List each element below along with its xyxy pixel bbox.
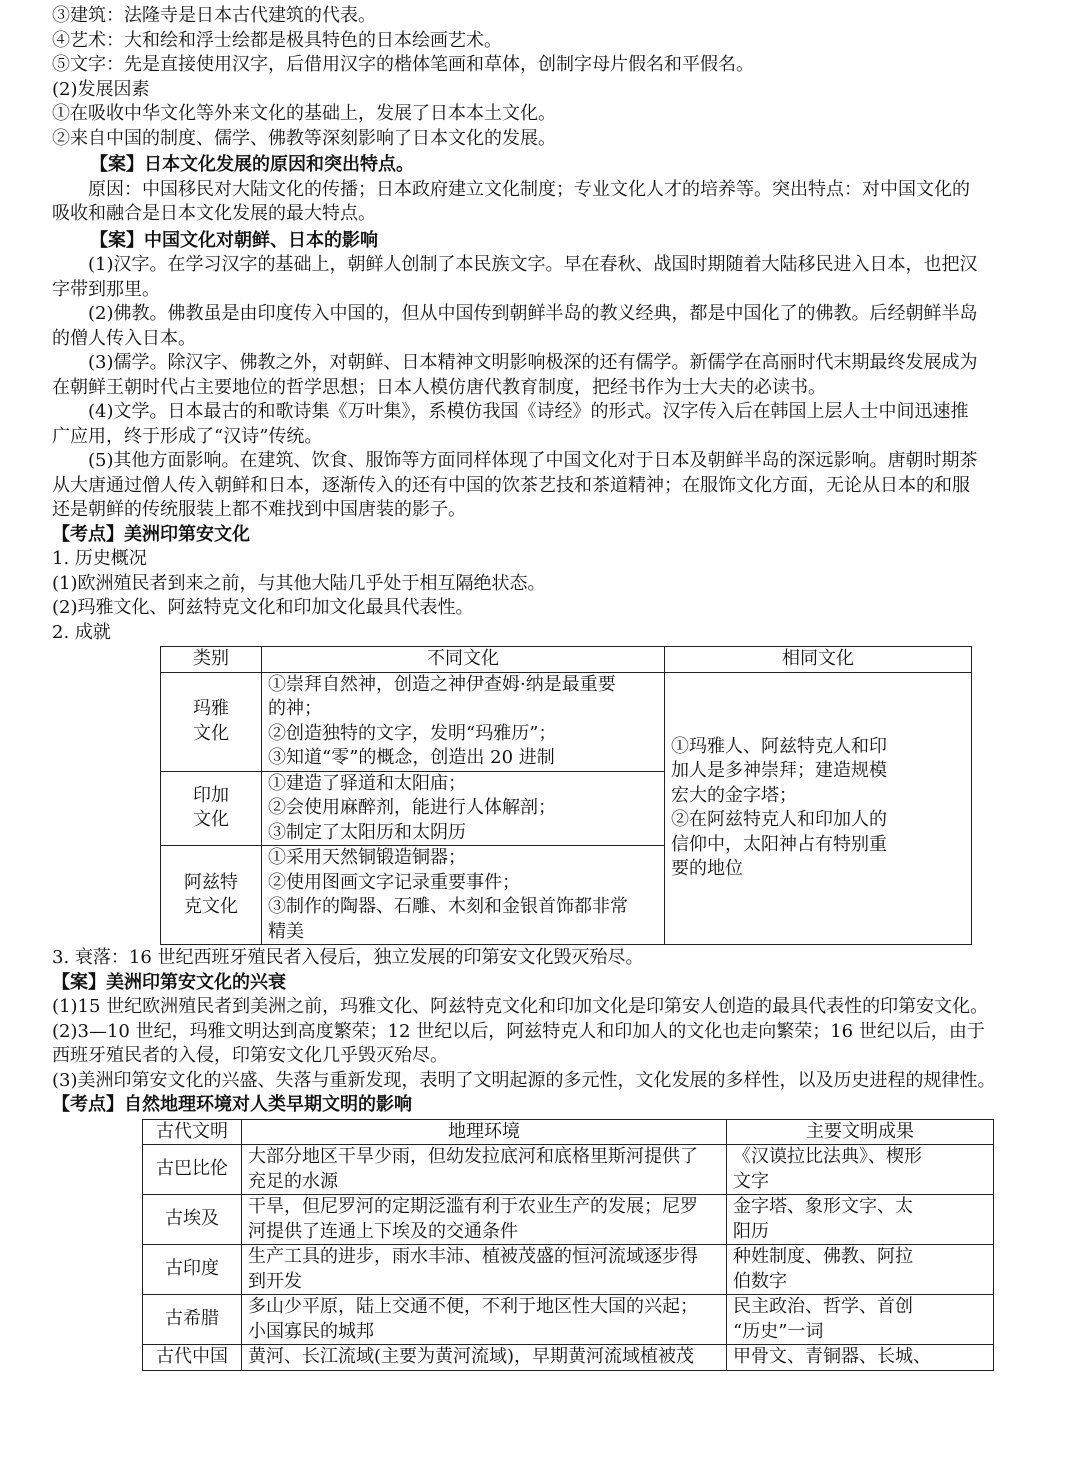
- culture-name-cell: [161, 672, 262, 771]
- table-header: 相同文化: [665, 647, 972, 673]
- cell-line: 种姓制度、佛教、阿拉: [733, 1246, 913, 1267]
- cell-line: 玛雅: [193, 698, 229, 719]
- cell-line: 充足的水源: [248, 1170, 338, 1192]
- cell-line: 黄河、长江流域(主要为黄河流域)，早期黄河流域植被茂: [248, 1346, 695, 1367]
- cell-line: 多山少平原，陆上交通不便，不利于地区性大国的兴起；: [248, 1296, 698, 1317]
- cell-line: 精美: [268, 920, 304, 942]
- cell-line: 伯数字: [733, 1270, 787, 1292]
- text-line: (2)发展因素: [52, 78, 150, 100]
- civilization-name-cell: 古代中国: [143, 1345, 242, 1371]
- table-row: [143, 1195, 994, 1245]
- cell-line: 到开发: [248, 1270, 302, 1292]
- cell-line: 甲骨文、青铜器、长城、: [733, 1346, 931, 1367]
- table-row: [143, 1295, 994, 1345]
- cell-line: ②创造独特的文字，发明“玛雅历”；: [268, 722, 557, 744]
- cell-line: 印加: [193, 784, 229, 806]
- text-line: (3)美洲印第安文化的兴盛、失落与重新发现，表明了文明起源的多元性，文化发展的多样性，以及历史进程的规律性。: [52, 1069, 996, 1091]
- text-line: 3. 衰落：16 世纪西班牙殖民者入侵后，独立发展的印第安文化毁灭殆尽。: [52, 947, 644, 968]
- achievement-cell: [727, 1195, 994, 1245]
- ancient-civilization-table: [142, 1119, 994, 1371]
- cell-line: ③知道“零”的概念，创造出 20 进制: [268, 747, 555, 768]
- cell-line: 信仰中，太阳神占有特别重: [671, 833, 887, 855]
- table-header-row: [143, 1119, 994, 1145]
- table-row: [143, 1345, 994, 1371]
- achievement-cell: [727, 1145, 994, 1195]
- table-header-row: [161, 647, 972, 673]
- case-heading-japan-culture: 【案】日本文化发展的原因和突出特点。: [90, 154, 414, 175]
- cell-line: ②会使用麻醉剂，能进行人体解剖；: [268, 797, 556, 818]
- text-line: (1)汉字。在学习汉字的基础上，朝鲜人创制了本民族文字。早在春秋、战国时期随着大陆移民进入日本，也把汉: [88, 254, 978, 275]
- geo-cell: [242, 1145, 727, 1195]
- civilization-name-cell: 古希腊: [143, 1295, 242, 1345]
- cell-line: 干旱，但尼罗河的定期泛滥有利于农业生产的发展；尼罗: [248, 1196, 698, 1217]
- intro-section: [52, 4, 1030, 151]
- text-line: (3)儒学。除汉字、佛教之外，对朝鲜、日本精神文明影响极深的还有儒学。新儒学在高丽时代末期最终发展成为: [88, 352, 978, 373]
- civilization-name-cell: 古印度: [143, 1245, 242, 1295]
- cell-line: 文字: [733, 1170, 769, 1192]
- same-culture-cell: [665, 672, 972, 945]
- cell-line: 阿兹特: [184, 871, 238, 893]
- case-heading-americas-rise-fall: 【案】美洲印第安文化的兴衰: [52, 971, 286, 993]
- text-line: (2)玛雅文化、阿兹特克文化和印加文化最具代表性。: [52, 597, 474, 618]
- achievement-cell: [727, 1295, 994, 1345]
- case-heading-china-influence: 【案】中国文化对朝鲜、日本的影响: [90, 229, 378, 251]
- diff-cell: [262, 771, 665, 846]
- cell-line: 金字塔、象形文字、太: [733, 1196, 913, 1217]
- culture-name-cell: [161, 771, 262, 846]
- text-line: ④艺术：大和绘和浮士绘都是极具特色的日本绘画艺术。: [52, 29, 502, 51]
- diff-cell: [262, 672, 665, 771]
- achievement-cell: [727, 1345, 994, 1371]
- cell-line: “历史”一词: [733, 1320, 824, 1342]
- cell-line: 要的地位: [671, 858, 743, 880]
- cell-line: ②使用图画文字记录重要事件；: [268, 871, 520, 893]
- cell-line: 《汉谟拉比法典》、楔形: [733, 1146, 922, 1167]
- text-line: ②来自中国的制度、儒学、佛教等深刻影响了日本文化的发展。: [52, 127, 556, 149]
- text-line: 的僧人传入日本。: [52, 327, 196, 349]
- achievement-cell: [727, 1245, 994, 1295]
- cell-line: 小国寡民的城邦: [248, 1320, 374, 1342]
- diff-cell: [262, 846, 665, 945]
- culture-name-cell: [161, 846, 262, 945]
- text-line: (2)佛教。佛教虽是由印度传入中国的，但从中国传到朝鲜半岛的教义经典，都是中国化了的佛教。后经朝鲜半岛: [88, 303, 978, 324]
- table-row: [161, 672, 972, 771]
- text-line: ①在吸收中华文化等外来文化的基础上，发展了日本本土文化。: [52, 103, 556, 124]
- table-header: 类别: [161, 647, 262, 673]
- cell-line: ①崇拜自然神，创造之神伊查姆·纳是最重要: [268, 673, 616, 695]
- cell-line: 文化: [193, 809, 229, 831]
- text-line: 吸收和融合是日本文化发展的最大特点。: [52, 203, 376, 224]
- cell-line: ②在阿兹特克人和印加人的: [671, 809, 887, 831]
- text-line: 还是朝鲜的传统服装上都不难找到中国唐装的影子。: [52, 499, 466, 520]
- cell-line: ①采用天然铜锻造铜器；: [268, 847, 466, 868]
- cell-line: 克文化: [184, 896, 238, 917]
- cell-line: 加人是多神崇拜；建造规模: [671, 760, 887, 782]
- table-row: [143, 1145, 994, 1195]
- exam-point-heading-americas: 【考点】美洲印第安文化: [52, 523, 250, 545]
- cell-line: 生产工具的进步，雨水丰沛、植被茂盛的恒河流域逐步得: [248, 1246, 698, 1267]
- text-line: 原因：中国移民对大陆文化的传播；日本政府建立文化制度；专业文化人才的培养等。突出特点：对中国文化的: [88, 178, 970, 200]
- indian-culture-table: [160, 646, 972, 945]
- cell-line: 阳历: [733, 1220, 769, 1242]
- text-line: ⑤文字：先是直接使用汉字，后借用汉字的楷体笔画和草体，创制字母片假名和平假名。: [52, 54, 754, 75]
- geo-cell: [242, 1295, 727, 1345]
- text-line: (5)其他方面影响。在建筑、饮食、服饰等方面同样体现了中国文化对于日本及朝鲜半岛的深远影响。唐朝时期茶: [88, 450, 978, 471]
- text-line: 2. 成就: [52, 621, 111, 643]
- cell-line: 河提供了连通上下埃及的交通条件: [248, 1220, 518, 1242]
- table-row: [143, 1245, 994, 1295]
- text-line: (1)15 世纪欧洲殖民者到美洲之前，玛雅文化、阿兹特克文化和印加文化是印第安人创造的最具代表性的印第安文化。: [52, 996, 989, 1017]
- cell-line: ①玛雅人、阿兹特克人和印: [671, 735, 887, 757]
- civilization-name-cell: 古埃及: [143, 1195, 242, 1245]
- cell-line: ①建造了驿道和太阳庙；: [268, 772, 466, 794]
- text-line: 从大唐通过僧人传入朝鲜和日本，逐渐传入的还有中国的饮茶艺技和茶道精神；在服饰文化方面，无论从日本的和服: [52, 474, 970, 496]
- civilization-name-cell: 古巴比伦: [143, 1145, 242, 1195]
- cell-line: 文化: [193, 722, 229, 744]
- text-line: 广应用，终于形成了“汉诗”传统。: [52, 425, 323, 447]
- cell-line: 的神；: [268, 698, 322, 719]
- geo-cell: [242, 1345, 727, 1371]
- table-header: 古代文明: [143, 1119, 242, 1145]
- exam-point-heading-geography: 【考点】自然地理环境对人类早期文明的影响: [52, 1094, 412, 1115]
- cell-line: ③制作的陶器、石雕、木刻和金银首饰都非常: [268, 896, 628, 917]
- text-line: 字带到那里。: [52, 278, 160, 300]
- text-line: (1)欧洲殖民者到来之前，与其他大陆几乎处于相互隔绝状态。: [52, 572, 546, 594]
- cell-line: 宏大的金字塔；: [671, 784, 797, 806]
- text-line: 在朝鲜王朝时代占主要地位的哲学思想；日本人模仿唐代教育制度，把经书作为士大夫的必读书。: [52, 376, 826, 398]
- table-header: 不同文化: [262, 647, 665, 673]
- geo-cell: [242, 1245, 727, 1295]
- text-line: ③建筑：法隆寺是日本古代建筑的代表。: [52, 5, 376, 26]
- cell-line: ③制定了太阳历和太阴历: [268, 821, 466, 843]
- table-header: 主要文明成果: [727, 1119, 994, 1145]
- cell-line: 大部分地区干旱少雨，但幼发拉底河和底格里斯河提供了: [248, 1146, 698, 1167]
- table-header: 地理环境: [242, 1119, 727, 1145]
- text-line: (4)文学。日本最古的和歌诗集《万叶集》，系模仿我国《诗经》的形式。汉字传入后在韩国上层人士中间迅速推: [88, 401, 969, 422]
- text-line: 1. 历史概况: [52, 548, 147, 569]
- text-line: 西班牙殖民者的入侵，印第安文化几乎毁灭殆尽。: [52, 1045, 448, 1066]
- text-line: (2)3—10 世纪，玛雅文明达到高度繁荣；12 世纪以后，阿兹特克人和印加人的文化也走向繁荣；16 世纪以后，由于: [52, 1020, 985, 1042]
- cell-line: 民主政治、哲学、首创: [733, 1296, 913, 1317]
- geo-cell: [242, 1195, 727, 1245]
